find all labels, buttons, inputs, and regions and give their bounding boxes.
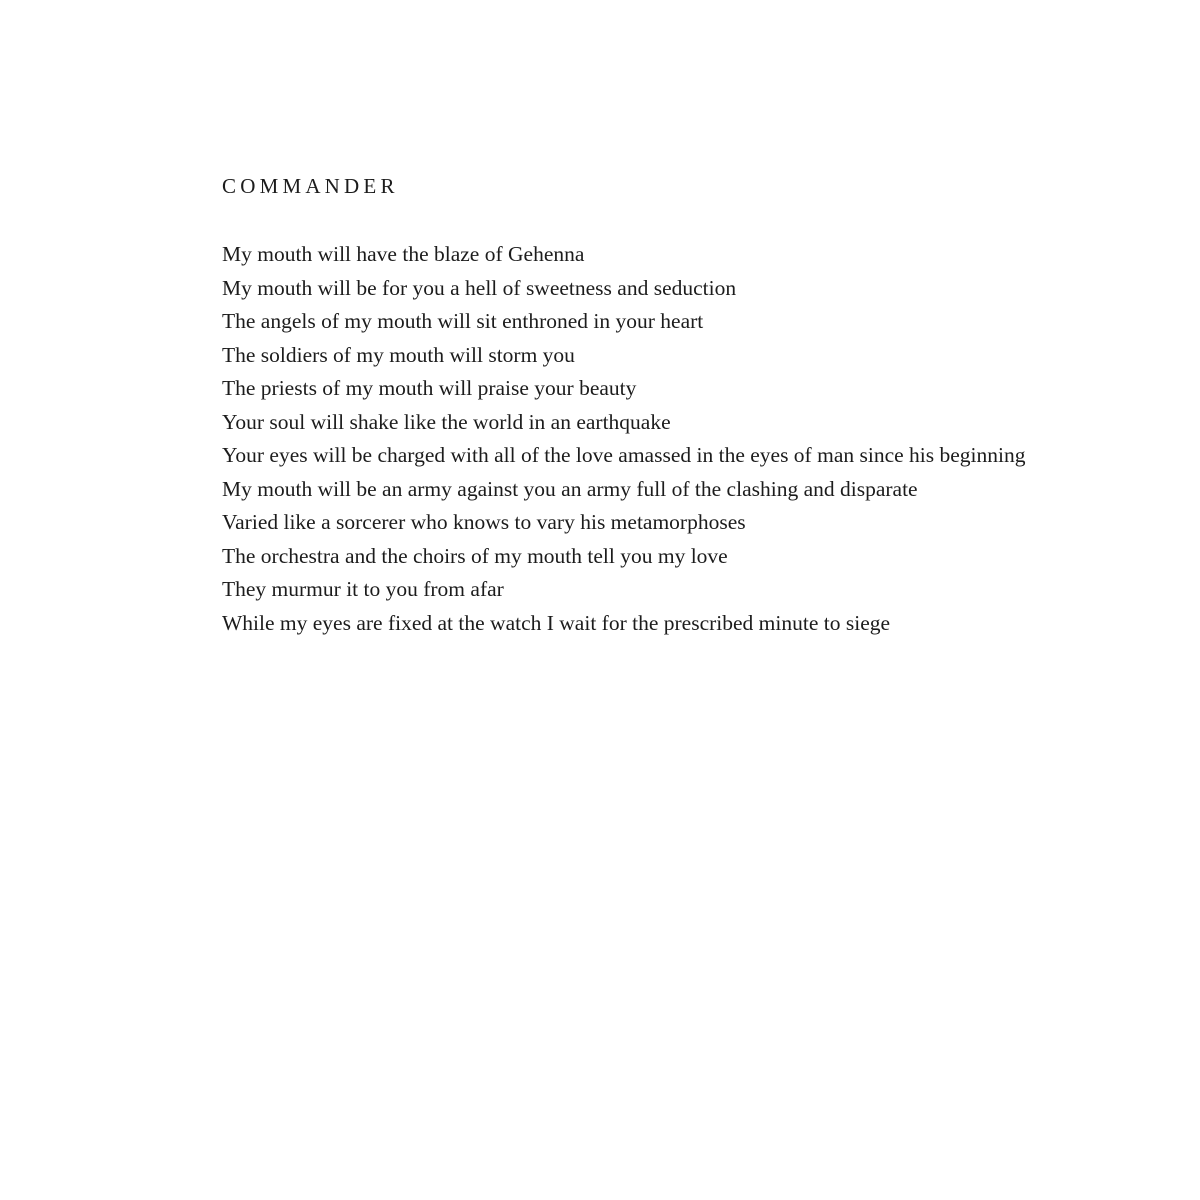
poem-line: Your eyes will be charged with all of the love amassed in the eyes of man since his beginning: [222, 443, 1026, 467]
poem-line: Your soul will shake like the world in an earthquake: [222, 409, 671, 434]
poem-line: My mouth will be an army against you an army full of the clashing and disparate: [222, 476, 918, 501]
poem-line: My mouth will have the blaze of Gehenna: [222, 242, 585, 266]
poem-line: While my eyes are fixed at the watch I wait for the prescribed minute to siege: [222, 610, 891, 635]
poem-line: The angels of my mouth will sit enthroned in your heart: [222, 309, 704, 333]
poem-line: They murmur it to you from afar: [222, 577, 504, 601]
poem-title: COMMANDER: [222, 174, 399, 198]
poem-line: The soldiers of my mouth will storm you: [222, 342, 575, 367]
poem: [222, 170, 1026, 640]
poem-body: [222, 238, 1026, 640]
poem-line: My mouth will be for you a hell of sweetness and seduction: [222, 275, 737, 300]
poem-line: The priests of my mouth will praise your beauty: [222, 376, 637, 400]
poem-line: Varied like a sorcerer who knows to vary his metamorphoses: [222, 510, 746, 534]
poem-line: The orchestra and the choirs of my mouth tell you my love: [222, 543, 728, 568]
